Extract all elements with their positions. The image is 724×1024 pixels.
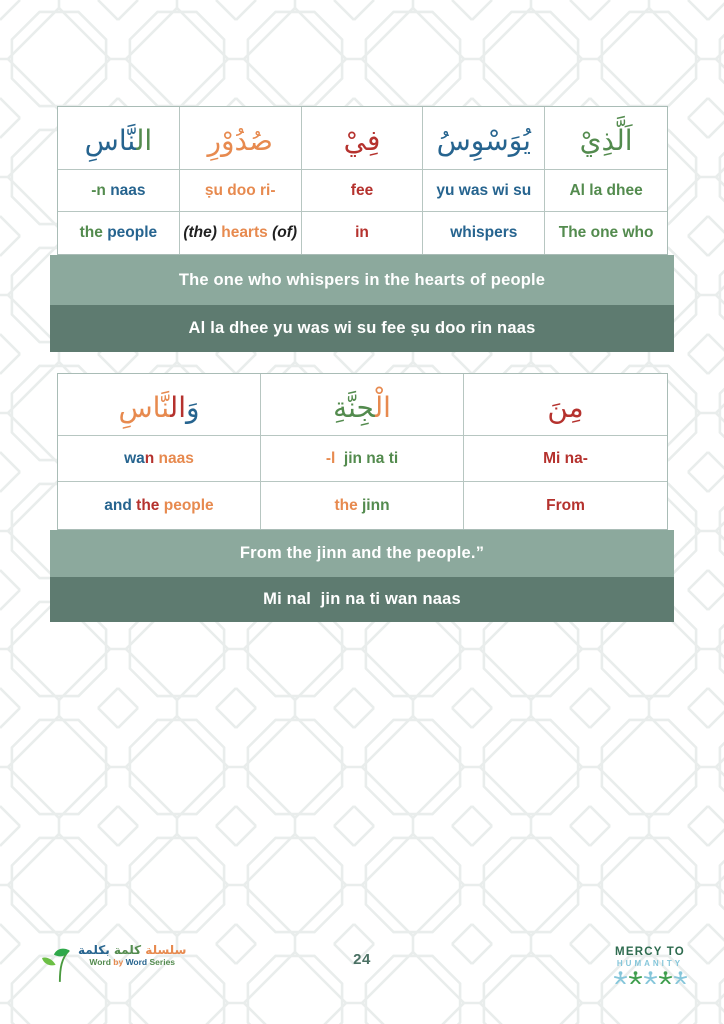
word-grid [57, 373, 668, 530]
text-segment: بكلمة [78, 943, 110, 957]
translation-cell [464, 482, 667, 529]
text-segment: people [159, 496, 214, 514]
text-segment: by [113, 957, 126, 967]
text-segment: whispers [450, 224, 518, 241]
text-segment: From [546, 496, 585, 514]
mercy-logo-line1: MERCY TO [615, 946, 685, 958]
text-segment: in [355, 224, 369, 241]
translation-cell [58, 482, 261, 529]
text-segment: -n [91, 181, 106, 199]
mercy-to-humanity-logo [598, 946, 702, 984]
arabic-word-cell [545, 107, 667, 170]
translation-cell [545, 212, 667, 254]
text-segment: hearts [216, 224, 268, 241]
text-segment: سلسلة [141, 943, 187, 957]
text-segment: ‍نَّاسِ [84, 124, 136, 157]
text-segment: jin na ti [335, 449, 399, 467]
text-segment: and [104, 496, 132, 514]
text-segment: فِيْ [343, 124, 381, 157]
arabic-word-cell [423, 107, 545, 170]
translation-cell [261, 482, 464, 529]
transliteration-cell [423, 170, 545, 212]
verse-6-word-table [57, 373, 668, 622]
text-segment: (of) [267, 224, 298, 241]
transliteration-cell [261, 436, 464, 482]
verse-5-word-table [57, 106, 668, 352]
text-segment: yu was wi su [436, 181, 532, 199]
people-figures-icon [598, 971, 702, 984]
word-grid [57, 106, 668, 255]
text-segment: the [79, 224, 103, 241]
arabic-word-cell [180, 107, 302, 170]
arabic-word-cell [58, 374, 261, 436]
text-segment: ṣu doo ri- [204, 181, 276, 199]
text-segment: -l [325, 449, 336, 467]
translation-cell [423, 212, 545, 254]
text-segment: وَ [185, 390, 200, 424]
text-segment: the [131, 496, 160, 514]
text-segment: Word [89, 957, 114, 967]
text-segment: ‍جِنَّةِ [333, 390, 375, 424]
arabic-word-cell [261, 374, 464, 436]
transliteration-cell [58, 436, 261, 482]
translation-cell [302, 212, 424, 254]
verse-translation-banner: The one who whispers in the hearts of people [50, 255, 674, 305]
arabic-word-cell [302, 107, 424, 170]
text-segment: الْ‍ [374, 390, 391, 424]
verse-transliteration-banner: Mi nal jin na ti wan naas [50, 577, 674, 622]
page-footer [0, 935, 724, 1005]
text-segment: The one who [558, 224, 654, 241]
text-segment: ‍نَّاسِ [118, 390, 170, 424]
text-segment: Al la dhee [569, 181, 643, 199]
text-segment: fee [350, 181, 374, 199]
transliteration-cell [302, 170, 424, 212]
translation-cell [180, 212, 302, 254]
transliteration-cell [464, 436, 667, 482]
person-figure-icon [659, 971, 672, 984]
text-segment: Mi na- [543, 449, 588, 467]
verse-transliteration-banner: Al la dhee yu was wi su fee ṣu doo rin naas [50, 305, 674, 352]
text-segment: ال‍ [169, 390, 186, 424]
person-figure-icon [674, 971, 687, 984]
page-number: 24 [353, 951, 371, 968]
text-segment: jinn [357, 496, 390, 514]
text-segment: يُوَسْوِسُ [436, 124, 531, 157]
person-figure-icon [614, 971, 627, 984]
text-segment: people [102, 224, 158, 241]
mercy-logo-line2: HUMANITY [616, 959, 684, 968]
transliteration-cell [58, 170, 180, 212]
text-segment: اَلَّذِيْ [579, 124, 633, 157]
arabic-word-cell [464, 374, 667, 436]
text-segment: naas [105, 181, 146, 199]
verse-translation-banner: From the jinn and the people.” [50, 530, 674, 577]
text-segment: كلمة [109, 943, 142, 957]
text-segment: مِنَ [547, 390, 584, 424]
transliteration-cell [180, 170, 302, 212]
person-figure-icon [629, 971, 642, 984]
text-segment: naas [154, 449, 194, 467]
translation-cell [58, 212, 180, 254]
text-segment: the [334, 496, 358, 514]
text-segment: Series [149, 957, 176, 967]
text-segment: Word [125, 957, 150, 967]
text-segment: صُدُوْرِ [207, 124, 273, 157]
transliteration-cell [545, 170, 667, 212]
person-figure-icon [644, 971, 657, 984]
arabic-word-cell [58, 107, 180, 170]
text-segment: ال‍ [135, 124, 153, 157]
text-segment: wa [124, 449, 145, 467]
text-segment: (the) [183, 224, 217, 241]
text-segment: n [144, 449, 155, 467]
